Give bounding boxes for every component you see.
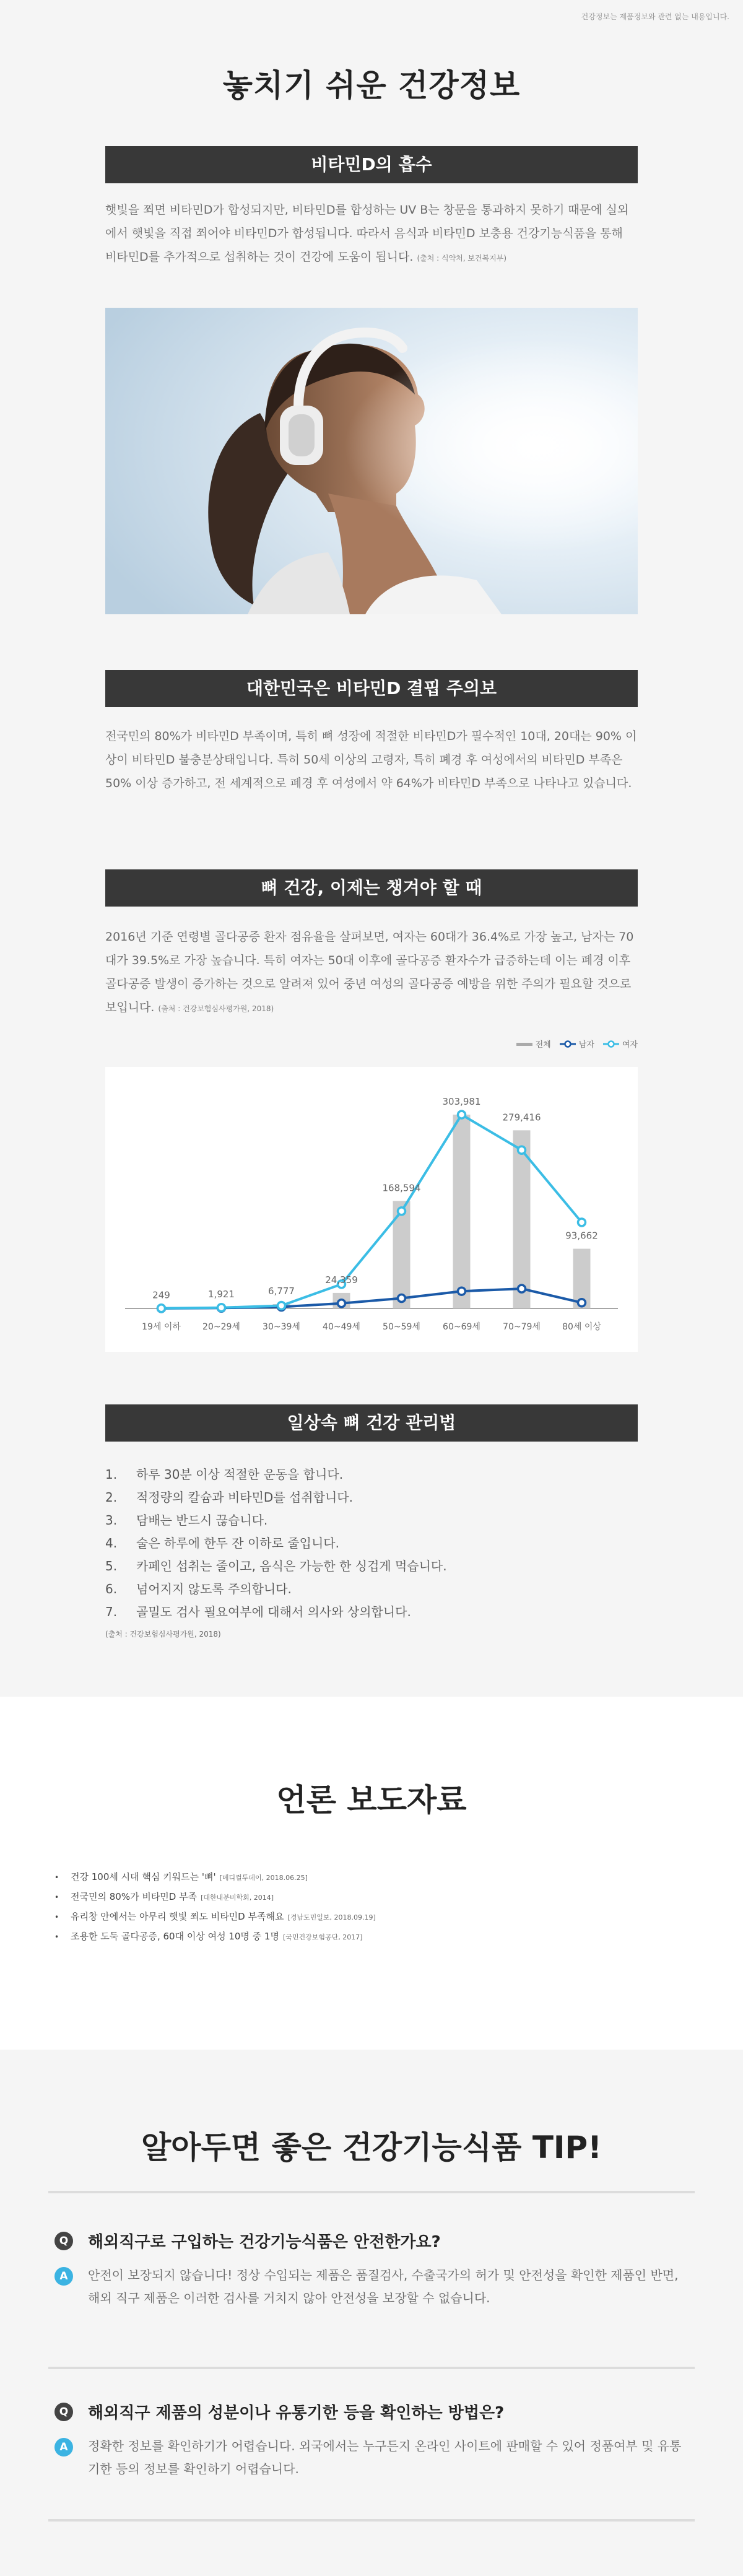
answer-1-text: 안전이 보장되지 않습니다! 정상 수입되는 제품은 품질검사, 수출국가의 허가 및 안전성을 확인한 제품인 반면, 해외 직구 제품은 이러한 검사를 거치지 않아 안전성을 보장할 수 없습니다. <box>88 2268 679 2305</box>
divider <box>48 2519 695 2522</box>
bone-care-tip <box>105 1509 638 1532</box>
tip-number: 7. <box>105 1604 118 1619</box>
point-female <box>578 1219 586 1226</box>
x-tick-label: 80세 이상 <box>562 1322 601 1332</box>
supplement-tip-section <box>0 2050 743 2576</box>
bone-health-source: (출처 : 건강보험심사평가원, 2018) <box>158 1004 274 1013</box>
press-item-source: [메디컬투데이, 2018.06.25] <box>219 1874 308 1882</box>
point-female <box>158 1305 165 1312</box>
bar-total <box>453 1115 471 1308</box>
data-label: 24,359 <box>325 1274 358 1286</box>
data-label: 168,594 <box>382 1182 421 1194</box>
legend-label-female: 여자 <box>622 1040 638 1050</box>
answer-2 <box>54 2435 682 2481</box>
press-item-title: 건강 100세 시대 핵심 키워드는 '뼈' <box>71 1871 216 1882</box>
bullet-icon: • <box>54 1933 59 1941</box>
bone-care-tip <box>105 1555 638 1578</box>
data-label: 303,981 <box>442 1096 481 1108</box>
data-label: 93,662 <box>565 1230 598 1242</box>
legend-item-female <box>603 1038 638 1050</box>
point-female <box>518 1146 526 1154</box>
data-label: 279,416 <box>502 1112 541 1123</box>
press-item-source: [국민건강보험공단, 2017] <box>282 1933 363 1941</box>
legend-swatch-total <box>516 1041 532 1047</box>
point-male <box>458 1287 466 1295</box>
tip-text: 담배는 반드시 끊습니다. <box>136 1513 268 1528</box>
legend-item-male <box>560 1038 594 1050</box>
press-item[interactable] <box>54 1907 689 1927</box>
tip-number: 5. <box>105 1559 118 1573</box>
tip-text: 골밀도 검사 필요여부에 대해서 의사와 상의합니다. <box>136 1604 411 1619</box>
question-badge: Q <box>54 2232 73 2250</box>
answer-2-text: 정확한 정보를 확인하기가 어렵습니다. 외국에서는 누구든지 온라인 사이트에 판매할 수 있어 정품여부 및 유통기한 등의 정보를 확인하기 어렵습니다. <box>88 2439 682 2476</box>
data-label: 249 <box>152 1289 170 1301</box>
point-male <box>578 1299 586 1307</box>
point-female <box>458 1111 466 1118</box>
section-heading-vitamin-d-deficiency: 대한민국은 비타민D 결핍 주의보 <box>105 670 638 707</box>
disclaimer-note: 건강정보는 제품정보와 관련 없는 내용입니다. <box>581 12 729 21</box>
legend-label-male: 남자 <box>578 1040 594 1050</box>
question-badge: Q <box>54 2403 73 2421</box>
answer-1 <box>54 2264 682 2310</box>
point-female <box>398 1208 406 1215</box>
point-male <box>398 1295 406 1302</box>
bone-care-source: (출처 : 건강보험심사평가원, 2018) <box>105 1630 221 1638</box>
vitamin-d-deficiency-text: 전국민의 80%가 비타민D 부족이며, 특히 뼈 성장에 적절한 비타민D가 필수적인 10대, 20대는 90% 이상이 비타민D 불충분상태입니다. 특히 50세 이상의 고령자, 특히 폐경 후 여성에서의 비타민D 부족은 50% 이상 증가하고, 전 세계적으로 폐경 후 여성에서 약 64%가 비타민D 부족으로 나타나고 있습니다. <box>105 729 637 790</box>
bullet-icon: • <box>54 1873 59 1882</box>
legend-swatch-male <box>560 1040 576 1048</box>
legend-label-total: 전체 <box>535 1040 551 1050</box>
tip-text: 카페인 섭취는 줄이고, 음식은 가능한 한 싱겁게 먹습니다. <box>136 1559 447 1573</box>
tip-text: 하루 30분 이상 적절한 운동을 합니다. <box>136 1467 344 1482</box>
bullet-icon: • <box>54 1913 59 1921</box>
press-item-title: 조용한 도둑 골다공증, 60대 이상 여성 10명 중 1명 <box>71 1931 279 1942</box>
bone-care-tip <box>105 1463 638 1486</box>
press-item-source: [경남도민일보, 2018.09.19] <box>287 1913 376 1921</box>
data-label: 1,921 <box>208 1289 235 1300</box>
question-1 <box>54 2229 441 2252</box>
tip-text: 술은 하루에 한두 잔 이하로 줄입니다. <box>136 1536 339 1551</box>
tip-number: 4. <box>105 1536 118 1551</box>
section-heading-bone-care: 일상속 뼈 건강 관리법 <box>105 1404 638 1442</box>
press-item-source: [대한내분비학회, 2014] <box>201 1894 274 1902</box>
tip-number: 6. <box>105 1582 118 1596</box>
bone-care-tip <box>105 1578 638 1601</box>
section-heading-bone-health: 뼈 건강, 이제는 챙겨야 할 때 <box>105 869 638 907</box>
vitamin-d-absorption-source: (출처 : 식약처, 보건복지부) <box>417 254 507 263</box>
osteoporosis-chart-svg <box>105 1067 638 1352</box>
divider <box>48 2191 695 2193</box>
x-tick-label: 30~39세 <box>263 1322 300 1332</box>
point-male <box>518 1285 526 1292</box>
legend-item-total <box>516 1038 551 1050</box>
page-title: 놓치기 쉬운 건강정보 <box>222 67 521 103</box>
tip-title: 알아두면 좋은 건강기능식품 TIP! <box>141 2130 602 2165</box>
divider <box>48 2367 695 2369</box>
tip-number: 3. <box>105 1513 118 1528</box>
question-1-text: 해외직구로 구입하는 건강기능식품은 안전한가요? <box>88 2233 441 2252</box>
tip-number: 2. <box>105 1490 118 1505</box>
osteoporosis-chart <box>105 1067 638 1352</box>
bone-health-text <box>105 925 638 1020</box>
question-2-text: 해외직구 제품의 성분이나 유통기한 등을 확인하는 방법은? <box>88 2404 505 2422</box>
chart-legend <box>508 1038 638 1050</box>
bone-care-tip <box>105 1486 638 1509</box>
question-2 <box>54 2400 504 2423</box>
tip-text: 적정량의 칼슘과 비타민D를 섭취합니다. <box>136 1490 353 1505</box>
press-item-title: 유리창 안에서는 아무리 햇빛 쬐도 비타민D 부족해요 <box>71 1911 284 1922</box>
hero-illustration <box>105 308 638 614</box>
bone-care-tip <box>105 1532 638 1555</box>
x-tick-label: 50~59세 <box>383 1322 420 1332</box>
point-female <box>218 1304 225 1312</box>
press-list <box>54 1868 689 1947</box>
x-tick-label: 20~29세 <box>202 1322 240 1332</box>
press-item-title: 전국민의 80%가 비타민D 부족 <box>71 1891 198 1902</box>
tip-number: 1. <box>105 1467 118 1482</box>
vitamin-d-absorption-body: 햇빛을 쬐면 비타민D가 합성되지만, 비타민D를 합성하는 UV B는 창문을 통과하지 못하기 때문에 실외에서 햇빛을 직접 쬐어야 비타민D가 합성됩니다. 따라서 음식과 비타민D 보충용 건강기능식품을 통해 비타민D를 추가적으로 섭취하는 것이 건강에 도움이 됩니다. <box>105 203 629 264</box>
press-item[interactable] <box>54 1887 689 1907</box>
tip-text: 넘어지지 않도록 주의합니다. <box>136 1582 292 1596</box>
x-tick-label: 19세 이하 <box>142 1322 181 1332</box>
bone-care-tip-list <box>105 1463 638 1624</box>
bone-care-tip <box>105 1601 638 1624</box>
answer-badge: A <box>54 2267 73 2286</box>
woman-headphones-photo <box>105 308 638 614</box>
x-tick-label: 70~79세 <box>503 1322 541 1332</box>
press-title: 언론 보도자료 <box>276 1782 467 1818</box>
bone-health-body: 2016년 기준 연령별 골다공증 환자 점유율을 살펴보면, 여자는 60대가 36.4%로 가장 높고, 남자는 70대가 39.5%로 가장 높습니다. 특히 여자는 50대 이후에 골다공증 환자수가 급증하는데 이는 폐경 이후 골다공증 발생이 증가하는 것으로 알려져 있어 중년 여성의 골다공증 예방을 위한 주의가 필요할 것으로 보입니다. <box>105 930 634 1014</box>
press-item[interactable] <box>54 1868 689 1887</box>
answer-badge: A <box>54 2438 73 2456</box>
x-tick-label: 60~69세 <box>443 1322 480 1332</box>
bullet-icon: • <box>54 1893 59 1902</box>
legend-swatch-female <box>603 1040 619 1048</box>
section-heading-vitamin-d-absorption: 비타민D의 흡수 <box>105 146 638 183</box>
press-item[interactable] <box>54 1927 689 1947</box>
vitamin-d-absorption-text <box>105 198 638 270</box>
x-tick-label: 40~49세 <box>323 1322 360 1332</box>
data-label: 6,777 <box>268 1286 295 1297</box>
point-female <box>278 1302 285 1309</box>
press-section <box>0 1697 743 2050</box>
point-male <box>338 1300 345 1307</box>
